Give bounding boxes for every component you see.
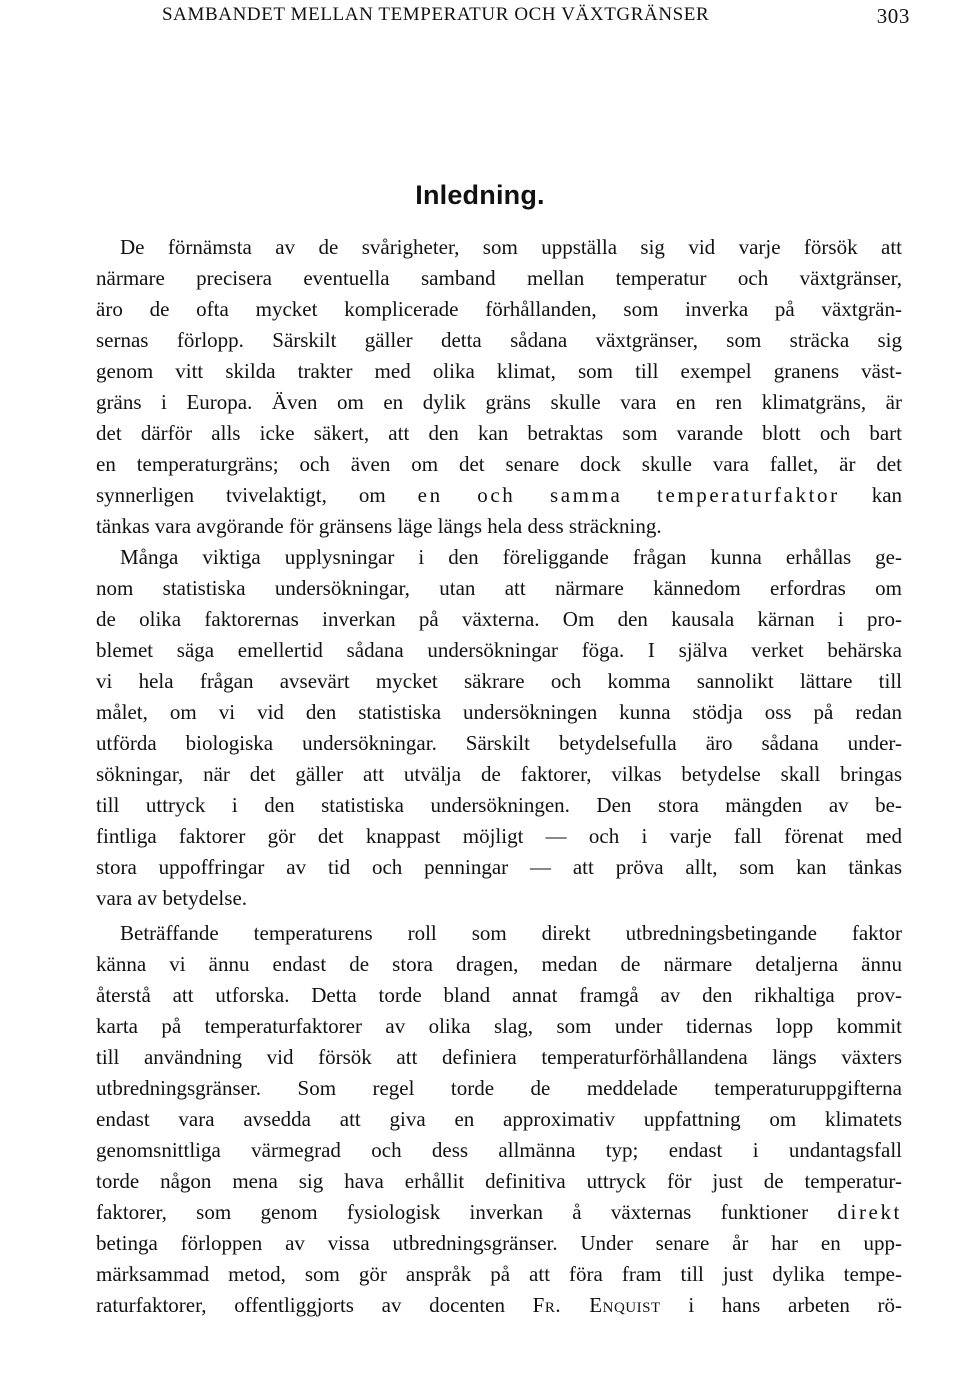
text-line: genom vitt skilda trakter med olika klimat, som till exempel granens väst-	[96, 359, 902, 383]
text-segment: raturfaktorer, offentliggjorts av docenten	[96, 1293, 505, 1317]
text-line: det därför alls icke säkert, att den kan betraktas som varande blott och bart	[96, 421, 902, 445]
spaced-emphasis: en och samma temperaturfaktor	[417, 483, 840, 507]
text-line: blemet säga emellertid sådana undersökningar föga. I själva verket behärska	[96, 638, 902, 662]
text-segment: kan	[871, 483, 903, 507]
author-name: Fr. Enquist	[532, 1293, 661, 1317]
text-line: stora uppoffringar av tid och penningar — att pröva allt, som kan tänkas	[96, 855, 902, 879]
text-line: karta på temperaturfaktorer av olika slag, som under tidernas lopp kommit	[96, 1014, 902, 1038]
text-line	[96, 480, 902, 511]
text-line: Beträffande temperaturens roll som direkt utbredningsbetingande faktor	[120, 921, 902, 945]
text-line: vi hela frågan avsevärt mycket säkrare och komma sannolikt lättare till	[96, 669, 902, 693]
text-line: Många viktiga upplysningar i den föreliggande frågan kunna erhållas ge-	[120, 545, 902, 569]
text-line: nom statistiska undersökningar, utan att närmare kännedom erfordras om	[96, 576, 902, 600]
text-line: utförda biologiska undersökningar. Särskilt betydelsefulla äro sådana under-	[96, 731, 902, 755]
body-text	[96, 232, 902, 1321]
text-line: vara av betydelse.	[96, 886, 248, 910]
text-line: de olika faktorernas inverkan på växterna. Om den kausala kärnan i pro-	[96, 607, 902, 631]
text-line: tänkas vara avgörande för gränsens läge längs hela dess sträckning.	[96, 514, 662, 538]
text-line: De förnämsta av de svårigheter, som uppställa sig vid varje försök att	[120, 235, 902, 259]
text-line: betinga förloppen av vissa utbredningsgränser. Under senare år har en upp-	[96, 1231, 902, 1255]
section-heading: Inledning.	[415, 180, 545, 210]
paragraph	[96, 232, 902, 542]
text-line: återstå att utforska. Detta torde bland annat framgå av den rikhaltiga prov-	[96, 983, 902, 1007]
text-line: utbredningsgränser. Som regel torde de meddelade temperaturuppgifterna	[96, 1076, 902, 1100]
text-line: målet, om vi vid den statistiska undersökningen kunna stödja oss på redan	[96, 700, 902, 724]
spaced-emphasis: direkt	[837, 1200, 902, 1224]
text-line: märksammad metod, som gör anspråk på att föra fram till just dylika tempe-	[96, 1262, 902, 1286]
text-line: genomsnittliga värmegrad och dess allmänna typ; endast i undantagsfall	[96, 1138, 902, 1162]
text-line: sernas förlopp. Särskilt gäller detta sådana växtgränser, som sträcka sig	[96, 328, 902, 352]
text-segment: i hans arbeten rö-	[688, 1293, 903, 1317]
text-line: äro de ofta mycket komplicerade förhållanden, som inverka på växtgrän-	[96, 297, 902, 321]
text-line: till användning vid försök att definiera temperaturförhållandena längs växters	[96, 1045, 902, 1069]
text-line: känna vi ännu endast de stora dragen, medan de närmare detaljerna ännu	[96, 952, 902, 976]
text-line: gräns i Europa. Även om en dylik gräns skulle vara en ren klimatgräns, är	[96, 390, 902, 414]
text-line: sökningar, när det gäller att utvälja de faktorer, vilkas betydelse skall bringas	[96, 762, 902, 786]
text-line	[96, 1197, 902, 1228]
running-title: SAMBANDET MELLAN TEMPERATUR OCH VÄXTGRÄNSER	[162, 4, 710, 25]
text-line: närmare precisera eventuella samband mellan temperatur och växtgränser,	[96, 266, 902, 290]
paragraph	[96, 918, 902, 1321]
text-line: en temperaturgräns; och även om det senare dock skulle vara fallet, är det	[96, 452, 902, 476]
text-segment: synnerligen tvivelaktigt, om	[96, 483, 386, 507]
text-line	[96, 1290, 902, 1321]
text-line: fintliga faktorer gör det knappast möjligt — och i varje fall förenat med	[96, 824, 902, 848]
text-line: endast vara avsedda att giva en approximativ uppfattning om klimatets	[96, 1107, 902, 1131]
page-number: 303	[876, 4, 910, 28]
text-segment: faktorer, som genom fysiologisk inverkan å växternas funktioner	[96, 1200, 809, 1224]
text-line: till uttryck i den statistiska undersökningen. Den stora mängden av be-	[96, 793, 902, 817]
paragraph	[96, 542, 902, 914]
text-line: torde någon mena sig hava erhållit definitiva uttryck för just de temperatur-	[96, 1169, 902, 1193]
